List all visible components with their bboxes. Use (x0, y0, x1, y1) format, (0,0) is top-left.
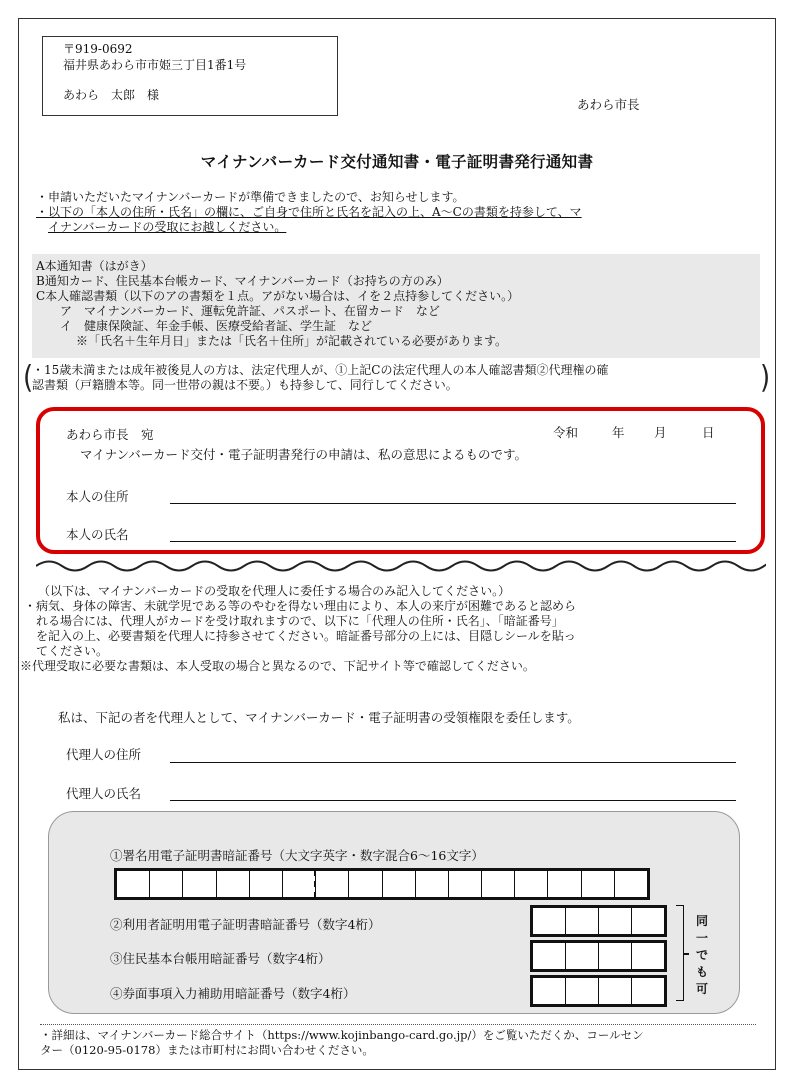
footer-text (40, 1028, 760, 1058)
document-b: B通知カード、住民基本台帳カード、マイナンバーカード（お持ちの方のみ） (36, 274, 449, 288)
pin-cell[interactable] (631, 907, 665, 935)
era-label: 令和 (553, 425, 579, 440)
minor-note-line: ・15歳未満または成年被後見人の方は、法定代理人が、①上記Cの法定代理人の本人確認書類②代理権の確 (32, 363, 609, 377)
month-label: 月 (654, 425, 667, 440)
bracket-left: ( (23, 360, 34, 396)
recipient-address: 福井県あわら市市姫三丁目1番1号 (63, 58, 247, 72)
pin-cell[interactable] (565, 942, 599, 970)
application-statement: マイナンバーカード交付・電子証明書発行の申請は、私の意思によるものです。 (80, 447, 528, 462)
cut-wave-line (36, 553, 766, 579)
pin-cell[interactable] (565, 907, 599, 935)
pin-cell[interactable] (565, 977, 599, 1005)
pin-cell[interactable] (614, 870, 648, 898)
signature-pin-label: ①署名用電子証明書暗証番号（大文字英字・数字混合6～16文字） (110, 848, 484, 863)
required-documents (32, 254, 760, 358)
pin-cell[interactable] (532, 977, 566, 1005)
footer-line: ・詳細は、マイナンバーカード総合サイト（https://www.kojinbango-card.go.jp/）をご覧いただくか、コールセン (40, 1028, 644, 1042)
proxy-instructions (20, 584, 764, 674)
proxy-line: ・病気、身体の障害、未就学児である等のやむを得ない理由により、本人の来庁が困難であると認めら (24, 599, 577, 613)
proxy-line: （以下は、マイナンバーカードの受取を代理人に委任する場合のみ記入してください。） (38, 584, 511, 598)
proxy-line: れる場合には、代理人がカードを受け取れますので、以下に「代理人の住所・氏名」、「暗証番号」 (24, 614, 564, 628)
proxy-address-label: 代理人の住所 (66, 747, 142, 762)
pin-cell[interactable] (116, 870, 150, 898)
pin-cell[interactable] (216, 870, 250, 898)
same-pin-bracket (676, 905, 684, 1001)
pin-cell[interactable] (149, 870, 183, 898)
same-pin-allowed-label: 同一でも可 (695, 914, 708, 996)
document-c-a: ア マイナンバーカード、運転免許証、パスポート、在留カード など (60, 304, 440, 318)
intro-line: ・以下の「本人の住所・氏名」の欄に、ご自身で住所と氏名を記入の上、A～Cの書類を持参して、マ (36, 205, 582, 219)
pin-cell[interactable] (514, 870, 548, 898)
pin-cell[interactable] (581, 870, 615, 898)
pin-cell[interactable] (631, 977, 665, 1005)
proxy-note: ※代理受取に必要な書類は、本人受取の場合と異なるので、下記サイト等で確認してください。 (20, 659, 535, 673)
pin-cell[interactable] (598, 942, 632, 970)
proxy-name-field[interactable] (170, 800, 736, 801)
auth-pin-grid (530, 905, 667, 937)
pin-cell[interactable] (182, 870, 216, 898)
card-pin-label: ④券面事項入力補助用暗証番号（数字4桁） (110, 986, 356, 1001)
delegation-statement: 私は、下記の者を代理人として、マイナンバーカード・電子証明書の受領権限を委任します。 (58, 710, 580, 725)
name-label: 本人の氏名 (66, 527, 129, 542)
auth-pin-label: ②利用者証明用電子証明書暗証番号（数字4桁） (110, 917, 381, 932)
pin-cell[interactable] (448, 870, 482, 898)
pin-cell[interactable] (348, 870, 382, 898)
document-a: A本通知書（はがき） (36, 259, 153, 273)
recipient-name: あわら 太郎 様 (63, 88, 160, 102)
proxy-name-label: 代理人の氏名 (66, 786, 142, 801)
signature-pin-grid (114, 868, 650, 900)
postal-code: 〒919-0692 (63, 42, 133, 56)
name-field[interactable] (170, 541, 736, 542)
minor-note-line: 認書類（戸籍謄本等。同一世帯の親は不要。）も持参して、同行してください。 (32, 378, 458, 392)
card-pin-grid (530, 975, 667, 1007)
pin-cell[interactable] (282, 870, 316, 898)
address-box (42, 36, 338, 116)
address-field[interactable] (170, 503, 736, 504)
resident-pin-label: ③住民基本台帳用暗証番号（数字4桁） (110, 951, 331, 966)
proxy-line: てください。 (24, 644, 109, 658)
pin-cell[interactable] (598, 907, 632, 935)
proxy-address-field[interactable] (170, 762, 736, 763)
pin-cell[interactable] (249, 870, 283, 898)
pin-cell[interactable] (631, 942, 665, 970)
footer-divider (40, 1024, 756, 1025)
pin-cell[interactable] (415, 870, 449, 898)
same-pin-bracket-tick (684, 953, 689, 955)
proxy-line: を記入の上、必要書類を代理人に持参させてください。暗証番号部分の上には、目隠しシールを貼っ (24, 629, 576, 643)
pin-cell[interactable] (547, 870, 581, 898)
pin-cell[interactable] (532, 942, 566, 970)
document-c-i: イ 健康保険証、年金手帳、医療受給者証、学生証 など (60, 319, 373, 333)
pin-cell[interactable] (532, 907, 566, 935)
sender: あわら市長 (577, 97, 640, 112)
minor-note (22, 363, 774, 393)
pin-cell[interactable] (315, 870, 349, 898)
pin-cell[interactable] (481, 870, 515, 898)
day-label: 日 (702, 425, 715, 440)
addressee: あわら市長 宛 (66, 427, 154, 442)
footer-line: ター（0120-95-0178）または市町村にお問い合わせください。 (40, 1043, 374, 1057)
intro-line: イナンバーカードの受取にお越しください。 (48, 220, 287, 234)
document-c: C本人確認書類（以下のアの書類を１点。アがない場合は、イを２点持参してください。） (36, 289, 520, 303)
intro-text (36, 190, 756, 235)
pin-cell[interactable] (598, 977, 632, 1005)
intro-line: ・申請いただいたマイナンバーカードが準備できましたので、お知らせします。 (36, 190, 465, 204)
bracket-right: ) (760, 360, 771, 396)
document-title: マイナンバーカード交付通知書・電子証明書発行通知書 (200, 152, 594, 171)
resident-pin-grid (530, 940, 667, 972)
year-label: 年 (612, 425, 625, 440)
pin-cell[interactable] (382, 870, 416, 898)
address-label: 本人の住所 (66, 489, 129, 504)
document-note: ※「氏名＋生年月日」または「氏名＋住所」が記載されている必要があります。 (76, 334, 508, 348)
